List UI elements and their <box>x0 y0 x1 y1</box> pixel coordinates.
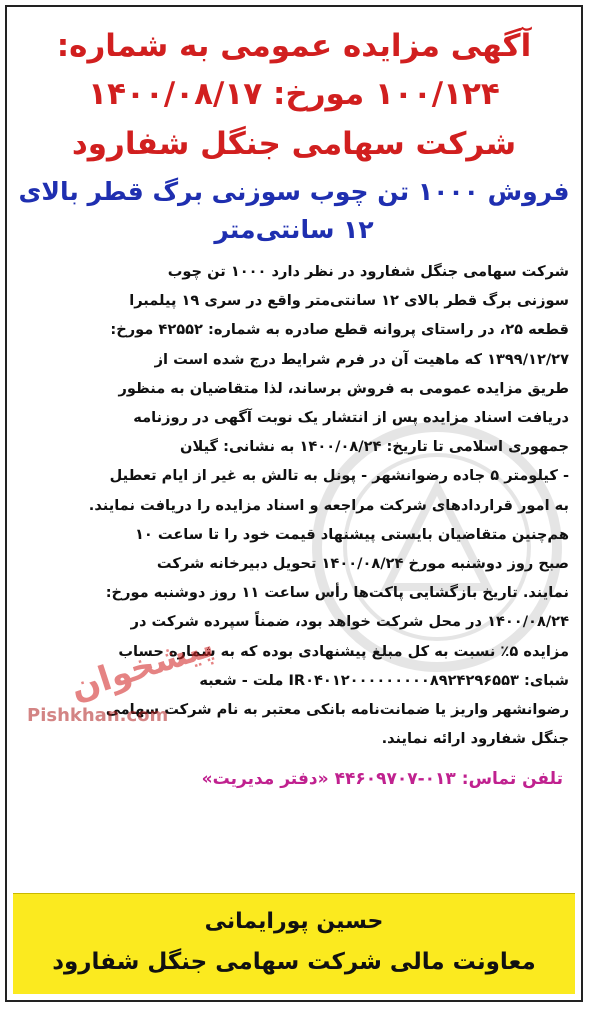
body-line: رضوانشهر واریز یا ضمانت‌نامه بانکی معتبر به نام شرکت سهامی <box>105 701 569 719</box>
signature-box <box>13 893 575 994</box>
body-line: طریق مزایده عمومی به فروش برساند، لذا متقاضیان به منظور <box>118 379 569 397</box>
body-line: نمایند. تاریخ بازگشایی پاکت‌ها رأس ساعت ۱۱ روز دوشنبه مورخ: <box>105 584 569 602</box>
body-line: - کیلومتر ۵ جاده رضوانشهر - پونل به تالش به غیر از ایام تعطیل <box>109 467 569 485</box>
tender-notice <box>5 5 583 1002</box>
contact-phone: ۰۱۳-۴۴۶۰۹۷۰۷ <box>334 769 456 790</box>
body-line: هم‌چنین متقاضیان بایستی پیشنهاد قیمت خود را تا ساعت ۱۰ <box>134 525 569 543</box>
body-line: صبح روز دوشنبه مورخ ۱۴۰۰/۰۸/۲۴ تحویل دبیرخانه شرکت <box>156 555 569 573</box>
contact-line <box>25 765 563 793</box>
notice-body <box>19 257 569 753</box>
contact-note: «دفتر مدیریت» <box>201 769 329 790</box>
body-line: قطعه ۲۵، در راستای پروانه قطع صادره به شماره: ۴۲۵۵۲ مورخ: <box>110 321 569 339</box>
notice-number-date: ۱۰۰/۱۲۴ مورخ: ۱۴۰۰/۰۸/۱۷ <box>88 76 500 112</box>
body-line: سوزنی برگ قطر بالای ۱۲ سانتی‌متر واقع در سری ۱۹ پیلمبرا <box>129 292 569 310</box>
body-line: دریافت اسناد مزایده پس از انتشار یک نوبت آگهی در روزنامه <box>133 409 569 427</box>
contact-label: تلفن تماس: <box>461 769 563 790</box>
notice-title: آگهی مزایده عمومی به شماره: <box>56 28 532 64</box>
subject-line-2: ۱۲ سانتی‌متر <box>214 215 374 244</box>
body-line: شبای: IR۰۴۰۱۲۰۰۰۰۰۰۰۰۰۸۹۲۴۲۹۶۵۵۳ ملت - شعبه <box>199 671 569 689</box>
body-line: ۱۴۰۰/۰۸/۲۴ در محل شرکت خواهد بود، ضمناً سپرده شرکت در <box>130 613 569 631</box>
watermark-brand-fa: پیشخوان <box>65 625 219 709</box>
signatory-name: حسین پورایمانی <box>204 909 384 934</box>
watermark-brand-en: Pishkhan.com <box>27 705 169 726</box>
body-line: جمهوری اسلامی تا تاریخ: ۱۴۰۰/۰۸/۲۴ به نشانی: گیلان <box>180 438 569 456</box>
signatory-title: معاونت مالی شرکت سهامی جنگل شفارود <box>52 949 536 975</box>
body-line: شرکت سهامی جنگل شفارود در نظر دارد ۱۰۰۰ تن چوب <box>167 263 569 280</box>
body-line: مزایده ۵٪ نسبت به کل مبلغ پیشنهادی بوده که به شماره حساب <box>118 642 569 660</box>
company-name: شرکت سهامی جنگل شفارود <box>71 126 517 162</box>
body-line: به امور قراردادهای شرکت مراجعه و اسناد مزایده را دریافت نمایند. <box>88 496 569 514</box>
subject-line-1: فروش ۱۰۰۰ تن چوب سوزنی برگ قطر بالای <box>18 177 570 206</box>
body-line: ۱۳۹۹/۱۲/۲۷ که ماهیت آن در فرم شرایط درج شده است از <box>154 350 569 368</box>
body-line: جنگل شفارود ارائه نمایند. <box>381 730 569 748</box>
